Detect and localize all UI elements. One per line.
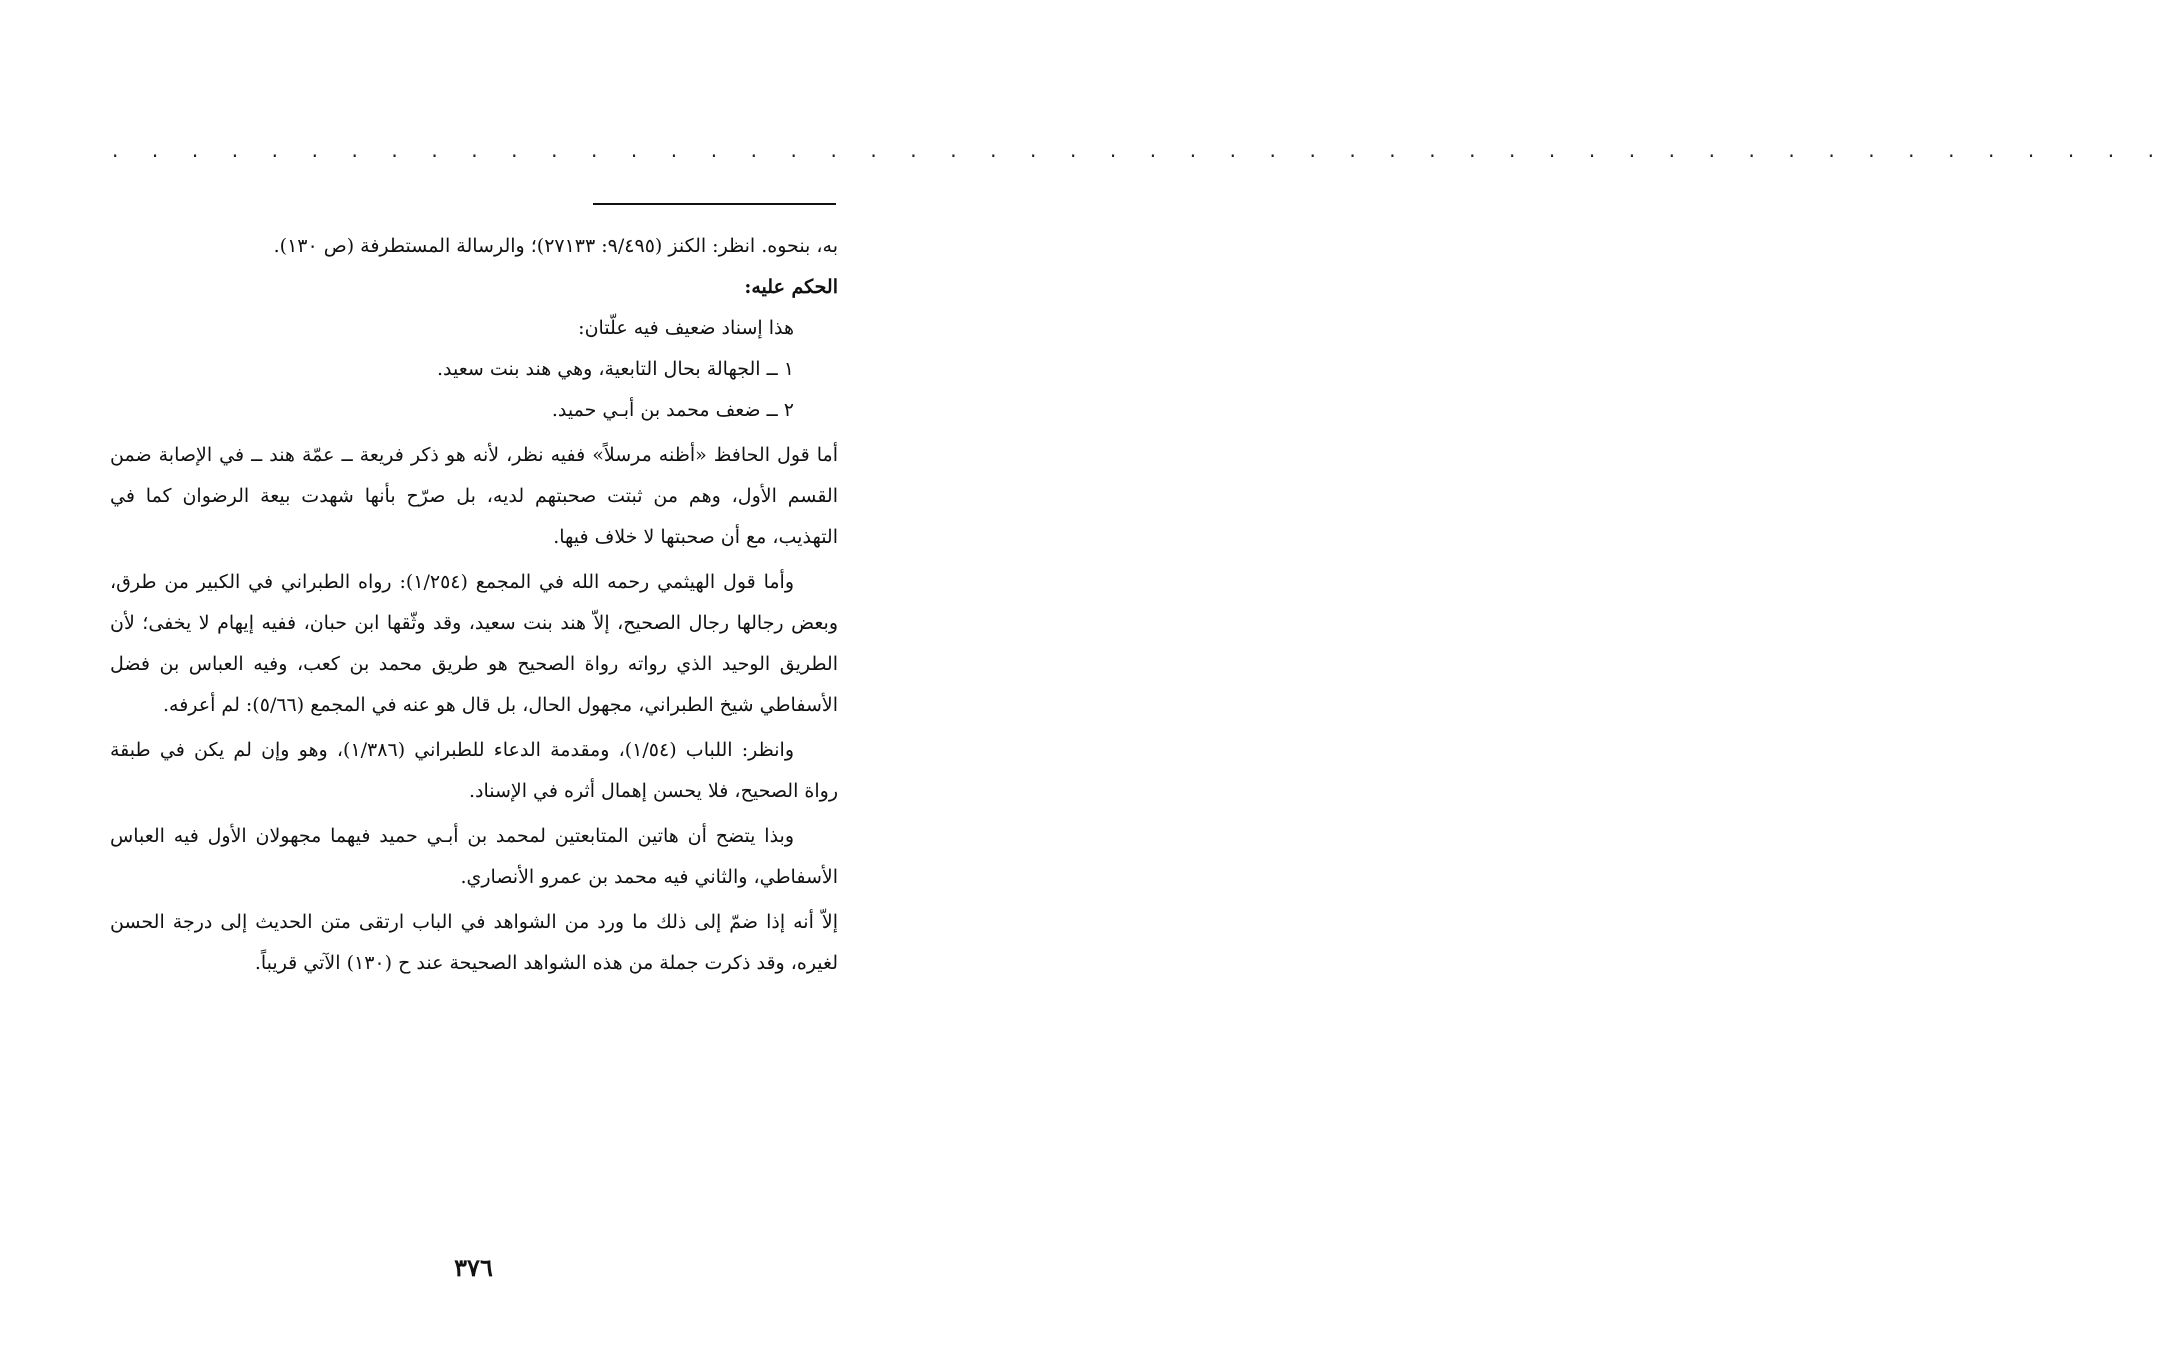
paragraph-conclusion: إلاّ أنه إذا ضمّ إلى ذلك ما ورد من الشواهد في الباب ارتقى متن الحديث إلى درجة الحسن لغيره، وقد ذكرت جملة من هذه الشواهد الصحيحة عند ح (١٣٠) الآتي قريباً.: [110, 911, 838, 974]
ruling-intro: هذا إسناد ضعيف فيه علّتان:: [578, 317, 794, 339]
footnote-rule: [593, 203, 836, 205]
ruling-heading: الحكم عليه:: [744, 276, 838, 298]
page-number: ٣٧٦: [454, 1253, 493, 1282]
reason-item-1: ١ ــ الجهالة بحال التابعية، وهي هند بنت سعيد.: [436, 358, 794, 380]
paragraph-hafiz-opinion: أما قول الحافظ «أظنه مرسلاً» ففيه نظر، لأنه هو ذكر فريعة ــ عمّة هند ــ في الإصابة ضمن القسم الأول، وهم من ثبتت صحبتهم لديه، بل صرّح بأنها شهدت بيعة الرضوان كما في التهذيب، مع أن صحبتها لا خلاف فيها.: [110, 444, 838, 548]
paragraph-haythami-opinion: وأما قول الهيثمي رحمه الله في المجمع (١/٢٥٤): رواه الطبراني في الكبير من طرق، وبعض رجالها رجال الصحيح، إلاّ هند بنت سعيد، وقد وثّقها ابن حبان، ففيه إيهام لا يخفى؛ لأن الطريق الوحيد الذي رواته رواة الصحيح هو طريق محمد بن كعب، وفيه العباس بن فضل الأسفاطي شيخ الطبراني، مجهول الحال، بل قال هو عنه في المجمع (٥/٦٦): لم أعرفه.: [110, 571, 838, 716]
paragraph-two-narrations: وبذا يتضح أن هاتين المتابعتين لمحمد بن أبـي حميد فيهما مجهولان الأول فيه العباس الأسفاطي، والثاني فيه محمد بن عمرو الأنصاري.: [110, 825, 838, 888]
separator-dots: . . . . . . . . . . . . . . . . . . . . . . . . . . . . . . . . . . . . . . . . . . . . . . . . . . . .: [112, 138, 2168, 162]
footnote-continuation: به، بنحوه. انظر: الكنز (٩/٤٩٥: ٢٧١٣٣)؛ والرسالة المستطرفة (ص ١٣٠).: [273, 235, 838, 257]
page-body: [110, 226, 838, 984]
reason-item-2: ٢ ــ ضعف محمد بن أبـي حميد.: [551, 399, 794, 421]
paragraph-see-also: وانظر: اللباب (١/٥٤)، ومقدمة الدعاء للطبراني (١/٣٨٦)، وهو وإن لم يكن في طبقة رواة الصحيح، فلا يحسن إهمال أثره في الإسناد.: [110, 739, 838, 802]
